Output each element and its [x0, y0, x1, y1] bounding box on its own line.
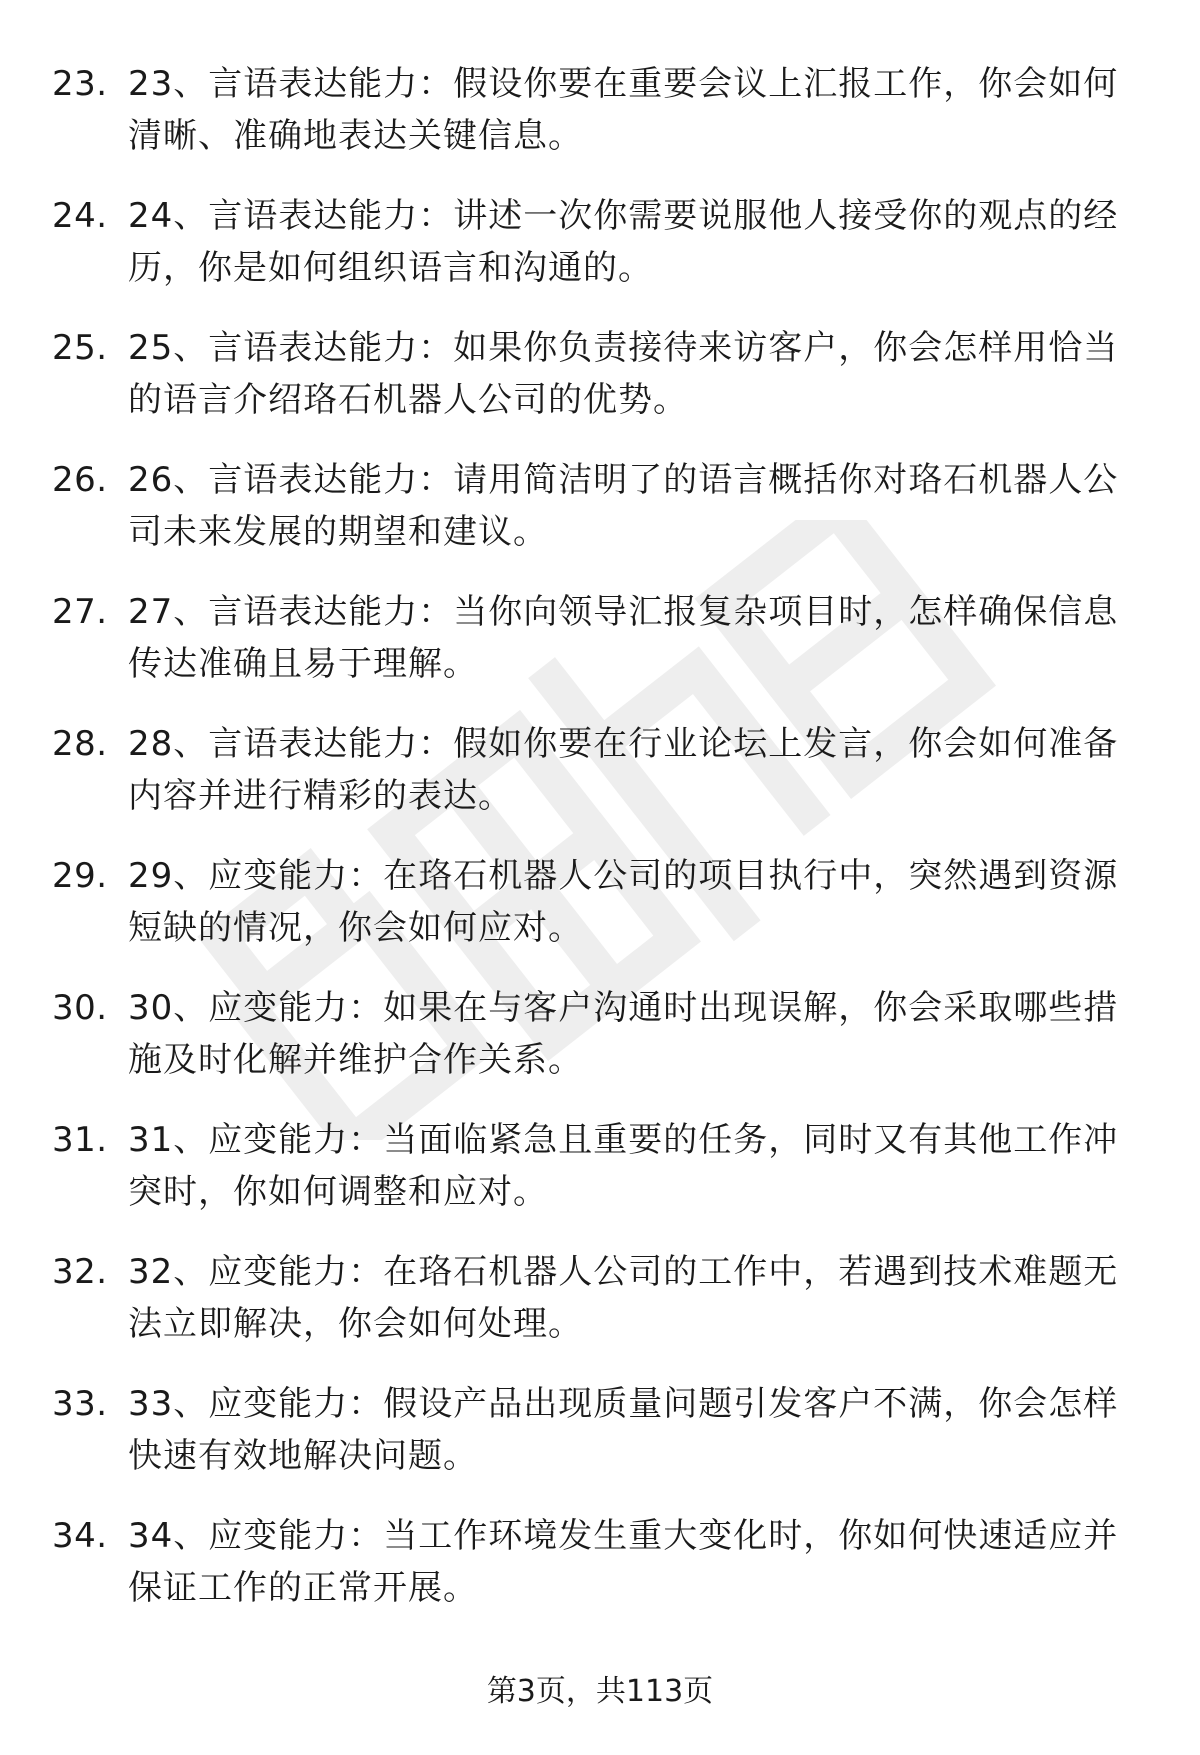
question-text: 25、言语表达能力：如果你负责接待来访客户，你会怎样用恰当的语言介绍珞石机器人公司的优势。 [128, 328, 1119, 420]
question-number: 29. [52, 856, 108, 896]
question-text: 27、言语表达能力：当你向领导汇报复杂项目时，怎样确保信息传达准确且易于理解。 [128, 592, 1119, 684]
question-number: 34. [52, 1516, 108, 1556]
list-item [52, 718, 1162, 850]
question-list [52, 58, 1162, 1642]
question-text: 34、应变能力：当工作环境发生重大变化时，你如何快速适应并保证工作的正常开展。 [128, 1516, 1119, 1608]
question-text: 28、言语表达能力：假如你要在行业论坛上发言，你会如何准备内容并进行精彩的表达。 [128, 724, 1119, 816]
question-text: 31、应变能力：当面临紧急且重要的任务，同时又有其他工作冲突时，你如何调整和应对。 [128, 1120, 1119, 1212]
question-text: 29、应变能力：在珞石机器人公司的项目执行中，突然遇到资源短缺的情况，你会如何应对。 [128, 856, 1119, 948]
question-number: 27. [52, 592, 108, 632]
list-item [52, 586, 1162, 718]
question-number: 25. [52, 328, 108, 368]
question-number: 26. [52, 460, 108, 500]
list-item [52, 322, 1162, 454]
list-item [52, 1510, 1162, 1642]
question-number: 28. [52, 724, 108, 764]
list-item [52, 58, 1162, 190]
list-item [52, 1378, 1162, 1510]
list-item [52, 190, 1162, 322]
question-text: 33、应变能力：假设产品出现质量问题引发客户不满，你会怎样快速有效地解决问题。 [128, 1384, 1119, 1476]
question-text: 30、应变能力：如果在与客户沟通时出现误解，你会采取哪些措施及时化解并维护合作关系。 [128, 988, 1119, 1080]
list-item [52, 982, 1162, 1114]
list-item [52, 1246, 1162, 1378]
question-number: 33. [52, 1384, 108, 1424]
question-number: 24. [52, 196, 108, 236]
question-text: 23、言语表达能力：假设你要在重要会议上汇报工作，你会如何清晰、准确地表达关键信息。 [128, 64, 1119, 156]
list-item [52, 1114, 1162, 1246]
question-number: 31. [52, 1120, 108, 1160]
page-number-footer: 第3页，共113页 [486, 1674, 714, 1709]
question-text: 24、言语表达能力：讲述一次你需要说服他人接受你的观点的经历，你是如何组织语言和沟通的。 [128, 196, 1119, 288]
question-number: 32. [52, 1252, 108, 1292]
list-item [52, 850, 1162, 982]
list-item [52, 454, 1162, 586]
question-number: 23. [52, 64, 108, 104]
question-number: 30. [52, 988, 108, 1028]
question-text: 32、应变能力：在珞石机器人公司的工作中，若遇到技术难题无法立即解决，你会如何处理。 [128, 1252, 1119, 1344]
question-text: 26、言语表达能力：请用简洁明了的语言概括你对珞石机器人公司未来发展的期望和建议。 [128, 460, 1119, 552]
